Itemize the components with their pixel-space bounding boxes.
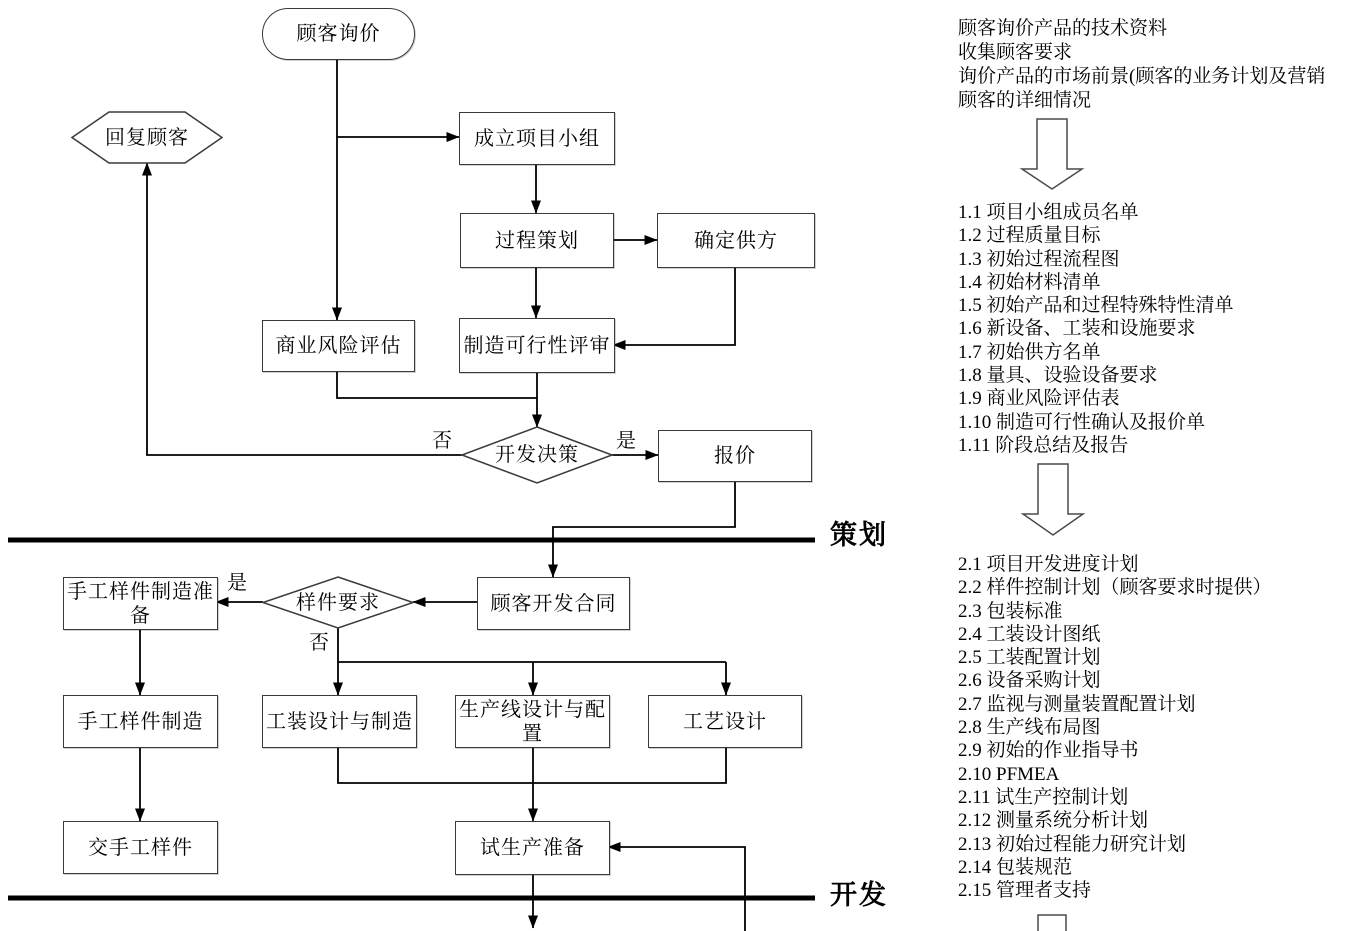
- phase1-output-item: 1.1 项目小组成员名单: [958, 202, 1139, 223]
- edge-label-sample-no: 否: [309, 632, 329, 654]
- stage-label-planning: 策划: [830, 520, 888, 550]
- phase2-output-item: 2.3 包装标准: [958, 600, 1063, 622]
- edge-label-decision-no: 否: [432, 430, 452, 452]
- phase1-output-item: 1.8 量具、设验设备要求: [958, 365, 1158, 387]
- phase1-output-item: 1.4 初始材料清单: [958, 271, 1101, 293]
- node-quote: 报价: [658, 430, 812, 482]
- phase2-output-item: 2.13 初始过程能力研究计划: [958, 833, 1187, 855]
- big-down-arrow-icon: [1022, 119, 1082, 189]
- phase2-outputs-list: [958, 553, 1272, 902]
- phase1-output-item: 1.9 商业风险评估表: [958, 388, 1120, 410]
- phase2-output-item: 2.6 设备采购计划: [958, 670, 1101, 692]
- node-line-design: 生产线设计与配置: [455, 695, 610, 748]
- inquiry-inputs-list: [958, 17, 1325, 113]
- phase2-output-item: 2.10 PFMEA: [958, 763, 1060, 785]
- node-reply-customer: 回复顾客: [105, 126, 189, 149]
- phase2-output-item: 2.7 监视与测量装置配置计划: [958, 693, 1196, 715]
- node-dev-decision: 开发决策: [495, 444, 579, 466]
- node-deliver-sample: 交手工样件: [63, 821, 218, 874]
- inquiry-input-line: 顾客询价产品的技术资料: [958, 18, 1168, 39]
- phase2-output-item: 2.14 包装规范: [958, 856, 1073, 878]
- phase2-output-item: 2.5 工装配置计划: [958, 647, 1101, 669]
- node-trial-prep: 试生产准备: [455, 821, 610, 875]
- flow-connectors: [140, 58, 745, 931]
- phase2-output-item: 2.1 项目开发进度计划: [958, 554, 1139, 575]
- node-customer-contract: 顾客开发合同: [477, 577, 630, 630]
- phase2-output-item: 2.15 管理者支持: [958, 880, 1092, 902]
- node-establish-team: 成立项目小组: [459, 112, 615, 165]
- phase1-output-item: 1.11 阶段总结及报告: [958, 434, 1129, 456]
- inquiry-input-line: 收集顾客要求: [958, 42, 1073, 63]
- node-process-design: 工艺设计: [648, 695, 802, 748]
- big-down-arrow-icon: [1023, 464, 1083, 535]
- node-customer-inquiry: 顾客询价: [262, 8, 415, 60]
- phase2-output-item: 2.2 样件控制计划（顾客要求时提供）: [958, 577, 1272, 599]
- phase2-output-item: 2.4 工装设计图纸: [958, 623, 1101, 645]
- phase2-output-item: 2.12 测量系统分析计划: [958, 810, 1149, 832]
- big-down-arrow-partial-icon: [1038, 915, 1066, 931]
- phase2-output-item: 2.8 生产线布局图: [958, 717, 1101, 739]
- phase2-output-item: 2.9 初始的作业指导书: [958, 740, 1139, 762]
- node-business-risk: 商业风险评估: [262, 320, 415, 372]
- node-sample-mfg: 手工样件制造: [63, 695, 218, 748]
- node-tooling-design: 工装设计与制造: [262, 695, 417, 748]
- node-process-planning: 过程策划: [460, 213, 614, 268]
- inquiry-input-line: 顾客的详细情况: [958, 90, 1092, 111]
- phase1-outputs-list: [958, 201, 1234, 457]
- node-sample-requirement: 样件要求: [296, 591, 380, 614]
- phase1-output-item: 1.2 过程质量目标: [958, 225, 1101, 247]
- node-mfg-feasibility: 制造可行性评审: [459, 318, 615, 373]
- phase1-output-item: 1.3 初始过程流程图: [958, 248, 1120, 270]
- edge-label-sample-yes: 是: [227, 572, 247, 594]
- phase1-output-item: 1.6 新设备、工装和设施要求: [958, 318, 1196, 340]
- inquiry-input-line: 询价产品的市场前景(顾客的业务计划及营销: [958, 66, 1326, 87]
- node-determine-supplier: 确定供方: [657, 213, 815, 268]
- stage-label-development: 开发: [830, 880, 888, 910]
- node-sample-prep: 手工样件制造准备: [63, 577, 218, 630]
- phase1-output-item: 1.7 初始供方名单: [958, 341, 1101, 363]
- phase1-output-item: 1.5 初始产品和过程特殊特性清单: [958, 295, 1234, 317]
- phase1-output-item: 1.10 制造可行性确认及报价单: [958, 411, 1206, 433]
- phase2-output-item: 2.11 试生产控制计划: [958, 786, 1129, 808]
- edge-label-decision-yes: 是: [616, 430, 636, 452]
